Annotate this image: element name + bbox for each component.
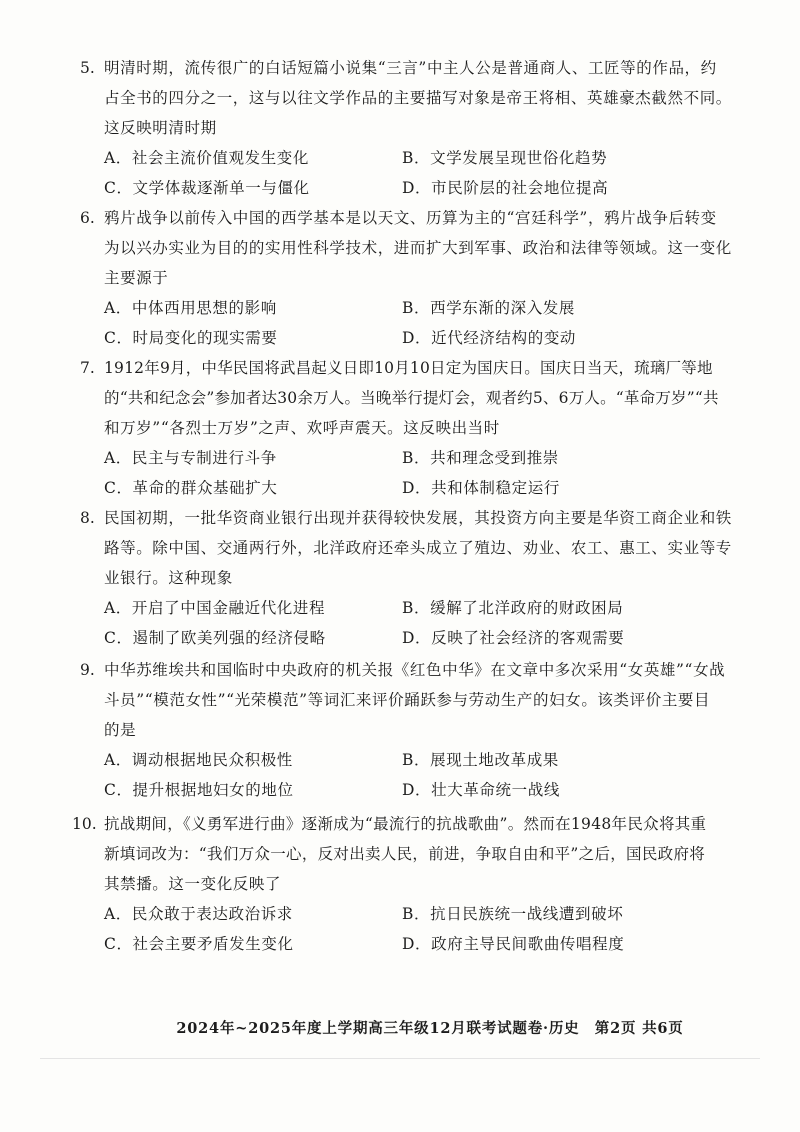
option-b: B．西学东渐的深入发展 — [402, 299, 575, 317]
option-d: D．市民阶层的社会地位提高 — [402, 179, 609, 197]
question-number: 8. — [80, 509, 95, 527]
option-d: D．共和体制稳定运行 — [402, 479, 560, 497]
option-d: D．近代经济结构的变动 — [402, 329, 577, 347]
question-stem-line: 1912年9月，中华民国将武昌起义日即10月10日定为国庆日。国庆日当天，琉璃厂等地 — [104, 359, 713, 377]
option-b: B．缓解了北洋政府的财政困局 — [402, 599, 624, 617]
option-c: C．遏制了欧美列强的经济侵略 — [104, 629, 326, 647]
option-c: C．社会主要矛盾发生变化 — [104, 935, 294, 953]
question-stem-line: 民国初期，一批华资商业银行出现并获得较快发展，其投资方向主要是华资工商企业和铁 — [104, 509, 732, 527]
question-stem-line: 业银行。这种现象 — [104, 569, 233, 587]
option-d: D．反映了社会经济的客观需要 — [402, 629, 625, 647]
question-stem-line: 主要源于 — [104, 269, 169, 287]
question-stem-line: 的是 — [104, 721, 137, 739]
option-c: C．革命的群众基础扩大 — [104, 479, 278, 497]
page-footer: 2024年~2025年度上学期高三年级12月联考试题卷·历史 第2页 共6页 — [176, 1020, 684, 1037]
option-a: A．社会主流价值观发生变化 — [104, 149, 309, 167]
question-stem-line: 中华苏维埃共和国临时中央政府的机关报《红色中华》在文章中多次采用“女英雄”“女战 — [104, 661, 726, 679]
question-stem-line: 为以兴办实业为目的的实用性科学技术，进而扩大到军事、政治和法律等领域。这一变化 — [104, 239, 732, 257]
question-stem-line: 新填词改为：“我们万众一心，反对出卖人民，前进，争取自由和平”之后，国民政府将 — [104, 845, 706, 863]
option-a: A．调动根据地民众积极性 — [104, 751, 293, 769]
question-stem-line: 的“共和纪念会”参加者达30余万人。当晚举行提灯会，观者约5、6万人。“革命万岁”“共 — [104, 389, 719, 407]
scan-edge-divider — [40, 1058, 760, 1059]
question-number: 10. — [72, 815, 97, 833]
option-a: A．民众敢于表达政治诉求 — [104, 905, 293, 923]
option-d: D．政府主导民间歌曲传唱程度 — [402, 935, 625, 953]
option-b: B．展现土地改革成果 — [402, 751, 559, 769]
option-a: A．开启了中国金融近代化进程 — [104, 599, 326, 617]
question-stem-line: 这反映明清时期 — [104, 119, 217, 137]
question-stem-line: 占全书的四分之一，这与以往文学作品的主要描写对象是帝王将相、英雄豪杰截然不同。 — [104, 89, 732, 107]
question-stem-line: 鸦片战争以前传入中国的西学基本是以天文、历算为主的“宫廷科学”，鸦片战争后转变 — [104, 209, 717, 227]
question-number: 7. — [80, 359, 95, 377]
option-a: A．中体西用思想的影响 — [104, 299, 277, 317]
option-b: B．文学发展呈现世俗化趋势 — [402, 149, 608, 167]
question-number: 5. — [80, 59, 95, 77]
option-c: C．提升根据地妇女的地位 — [104, 781, 294, 799]
option-a: A．民主与专制进行斗争 — [104, 449, 277, 467]
question-stem-line: 路等。除中国、交通两行外，北洋政府还牵头成立了殖边、劝业、农工、惠工、实业等专 — [104, 539, 732, 557]
question-stem-line: 和万岁”“各烈士万岁”之声、欢呼声震天。这反映出当时 — [104, 419, 500, 437]
question-number: 6. — [80, 209, 95, 227]
option-c: C．文学体裁逐渐单一与僵化 — [104, 179, 310, 197]
question-stem-line: 明清时期，流传很广的白话短篇小说集“三言”中主人公是普通商人、工匠等的作品，约 — [104, 59, 717, 77]
option-d: D．壮大革命统一战线 — [402, 781, 560, 799]
question-stem-line: 抗战期间，《义勇军进行曲》逐渐成为“最流行的抗战歌曲”。然而在1948年民众将其重 — [104, 815, 707, 833]
question-stem-line: 其禁播。这一变化反映了 — [104, 875, 282, 893]
option-c: C．时局变化的现实需要 — [104, 329, 278, 347]
question-stem-line: 斗员”“模范女性”“光荣模范”等词汇来评价踊跃参与劳动生产的妇女。该类评价主要目 — [104, 691, 711, 709]
option-b: B．抗日民族统一战线遭到破坏 — [402, 905, 624, 923]
option-b: B．共和理念受到推崇 — [402, 449, 559, 467]
question-number: 9. — [80, 661, 95, 679]
